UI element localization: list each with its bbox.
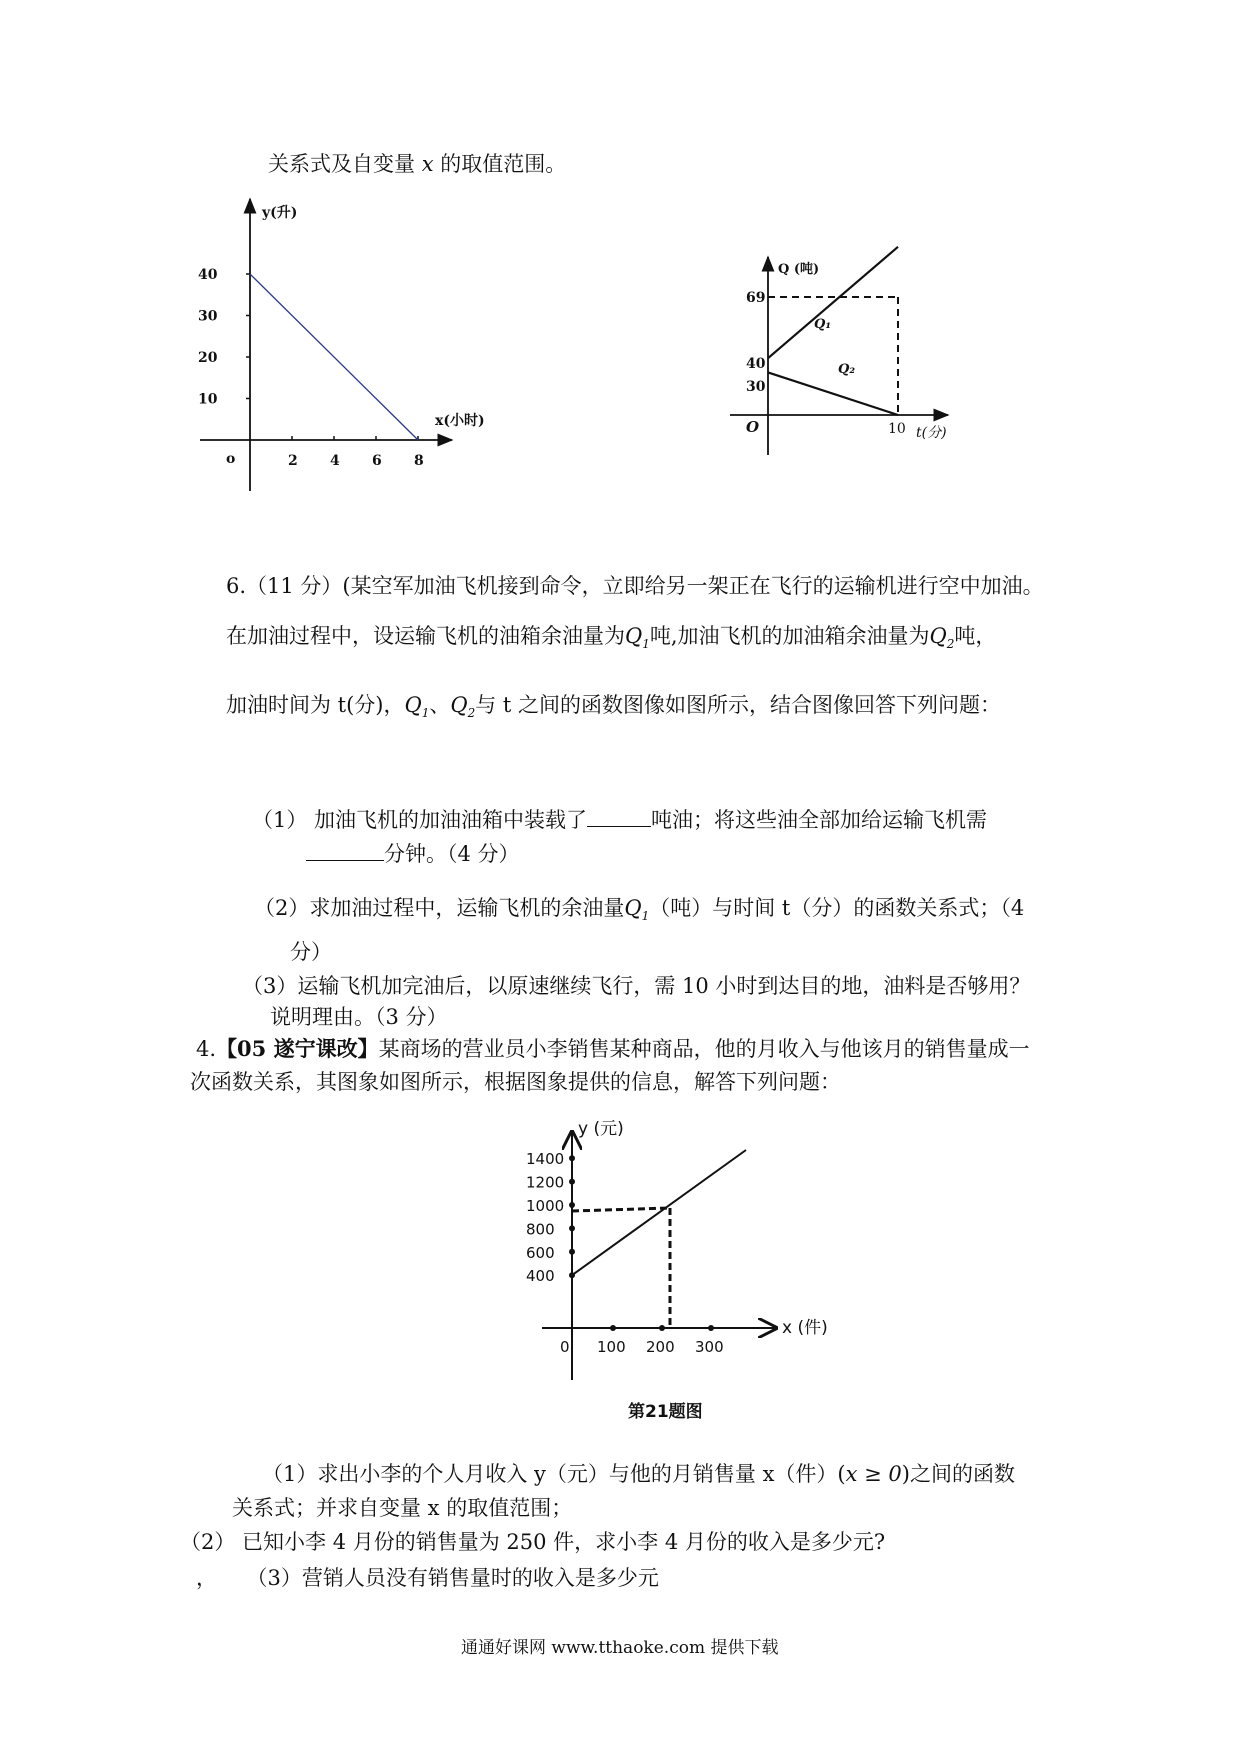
y-tick-label: 40 xyxy=(198,267,218,283)
lead-text: 关系式及自变量 xyxy=(268,152,415,176)
dash-h-1000 xyxy=(572,1208,670,1211)
q6-line2 xyxy=(226,624,996,652)
y-tick-dot xyxy=(569,1249,575,1255)
origin-label: O xyxy=(746,418,760,436)
q6-sub2-b: （吨）与时间 t（分）的函数关系式；（4 xyxy=(649,896,1025,920)
origin-label: o xyxy=(226,451,236,467)
q4-sub3 xyxy=(196,1566,659,1591)
y-tick-label: 20 xyxy=(198,350,218,366)
q4-tag: 【05 遂宁课改】 xyxy=(216,1036,379,1061)
y-axis-label: Q (吨) xyxy=(778,262,820,277)
q1-symbol: $Q_1$ xyxy=(404,693,430,721)
y-tick-label: 1000 xyxy=(526,1197,565,1215)
page-footer: 通通好课网 www.tthaoke.com 提供下载 xyxy=(461,1638,779,1658)
q6-sub2-a: （2）求加油过程中，运输飞机的余油量 xyxy=(254,896,625,920)
y-tick-label: 30 xyxy=(198,308,218,325)
q6-line1: 6.（11 分）(某空军加油飞机接到命令，立即给另一架正在飞行的运输机进行空中加油。 xyxy=(226,574,1044,598)
q6-sub2-cont: 分） xyxy=(290,940,332,964)
origin-label: 0 xyxy=(560,1338,570,1356)
q1-symbol: $Q_1$ xyxy=(624,896,650,924)
q4-sub1-cont: 关系式；并求自变量 x 的取值范围； xyxy=(232,1496,573,1520)
x-tick-label: 8 xyxy=(414,453,424,469)
x-tick-label: 2 xyxy=(288,453,298,469)
q6-line3-b: 与 t 之间的函数图像如图所示，结合图像回答下列问题： xyxy=(475,693,1002,717)
y-axis-label: y (元) xyxy=(578,1119,624,1139)
y-tick-label: 600 xyxy=(526,1243,555,1262)
q6-line3-sep: 、 xyxy=(429,693,451,717)
x-tick-label: 100 xyxy=(597,1338,626,1356)
lead-var: x xyxy=(421,152,434,176)
x-axis-label: x(小时) xyxy=(435,413,485,429)
x-tick-label: 6 xyxy=(372,453,382,469)
y-tick-label: 1200 xyxy=(526,1173,565,1192)
series-q1-label: Q₁ xyxy=(814,317,832,332)
x-tick-label: 200 xyxy=(646,1338,675,1356)
x-tick-dot xyxy=(659,1325,665,1331)
y-tick-label: 40 xyxy=(746,356,766,372)
x-tick-label: 10 xyxy=(888,421,906,437)
fig3-x-axis-label: x (件) xyxy=(782,1318,828,1338)
figure-fuel-graph xyxy=(190,195,490,495)
x-tick-dot xyxy=(610,1325,616,1331)
fuel-line xyxy=(250,274,418,440)
y-tick-label: 1400 xyxy=(526,1150,565,1169)
y-tick-label: 400 xyxy=(526,1267,555,1286)
q6-sub3: （3）运输飞机加完油后，以原速继续飞行，需 10 小时到达目的地，油料是否够用？ xyxy=(242,974,1031,998)
y-tick-label: 69 xyxy=(746,290,766,306)
q6-sub1-b: 吨油；将这些油全部加给运输飞机需 xyxy=(651,808,988,832)
x-tick-label: 300 xyxy=(695,1338,724,1356)
q4-sub3-text: （3）营销人员没有销售量时的收入是多少元 xyxy=(257,1566,659,1590)
q6-sub1 xyxy=(252,808,987,833)
q4-line1-text: 某商场的营业员小李销售某种商品，他的月收入与他该月的销售量成一 xyxy=(378,1037,1030,1061)
q2-symbol: $Q_2$ xyxy=(929,624,955,652)
lead-tail: 的取值范围。 xyxy=(440,152,567,176)
q6-sub3-cont: 说明理由。（3 分） xyxy=(270,1005,448,1029)
q6-sub1-c: 分钟。（4 分） xyxy=(384,842,520,866)
q6-line3-a: 加油时间为 t(分)， xyxy=(226,693,405,717)
income-line xyxy=(572,1150,746,1275)
q6-sub1-cont xyxy=(306,842,520,867)
q4-sub2: （2） 已知小李 4 月份的销售量为 250 件，求小李 4 月份的收入是多少元? xyxy=(180,1530,886,1554)
q6-sub2 xyxy=(254,896,1024,924)
y-tick-label: 30 xyxy=(746,379,766,395)
y-tick-dot xyxy=(569,1225,575,1231)
q1-symbol: $Q_1$ xyxy=(625,624,650,652)
y-axis-label: y(升) xyxy=(262,205,298,221)
q2-symbol: $Q_2$ xyxy=(450,693,476,721)
series-q2-line xyxy=(768,372,898,415)
q4-line1 xyxy=(196,1036,1030,1062)
series-q2-label: Q₂ xyxy=(838,362,856,377)
q6-line3 xyxy=(226,693,1001,721)
figure-income-graph xyxy=(520,1120,780,1420)
q4-sub3-comma: ， xyxy=(196,1566,217,1590)
x-tick-label: 4 xyxy=(330,453,340,469)
answer-blank[interactable] xyxy=(306,842,384,861)
q6-line2-a: 在加油过程中，设运输飞机的油箱余油量为 xyxy=(226,624,625,648)
fig3-caption: 第21题图 xyxy=(628,1402,703,1422)
q6-line2-c: 吨， xyxy=(954,624,997,648)
q4-sub1-cond: x ≥ 0 xyxy=(845,1462,902,1486)
y-tick-label: 800 xyxy=(526,1220,555,1239)
q4-number: 4. xyxy=(196,1037,217,1061)
q4-sub1 xyxy=(262,1462,1015,1487)
x-tick-dot xyxy=(708,1325,714,1331)
y-tick-label: 10 xyxy=(198,391,218,408)
y-tick-dot xyxy=(569,1202,575,1208)
q4-sub1-a: （1）求出小李的个人月收入 y（元）与他的月销售量 x（件）( xyxy=(262,1462,846,1486)
x-axis-label: t(分) xyxy=(916,425,947,441)
answer-blank[interactable] xyxy=(587,808,651,827)
y-tick-dot xyxy=(569,1179,575,1185)
y-tick-dot xyxy=(569,1155,575,1161)
q4-line2: 次函数关系，其图象如图所示，根据图象提供的信息，解答下列问题： xyxy=(190,1070,841,1094)
lead-line xyxy=(268,152,566,177)
q6-sub1-a: （1） 加油飞机的加油油箱中装载了 xyxy=(252,808,588,832)
q6-line2-b: 吨,加油飞机的加油箱余油量为 xyxy=(649,624,930,648)
q4-sub1-b: )之间的函数 xyxy=(901,1462,1015,1486)
figure-refuel-graph xyxy=(720,255,970,475)
